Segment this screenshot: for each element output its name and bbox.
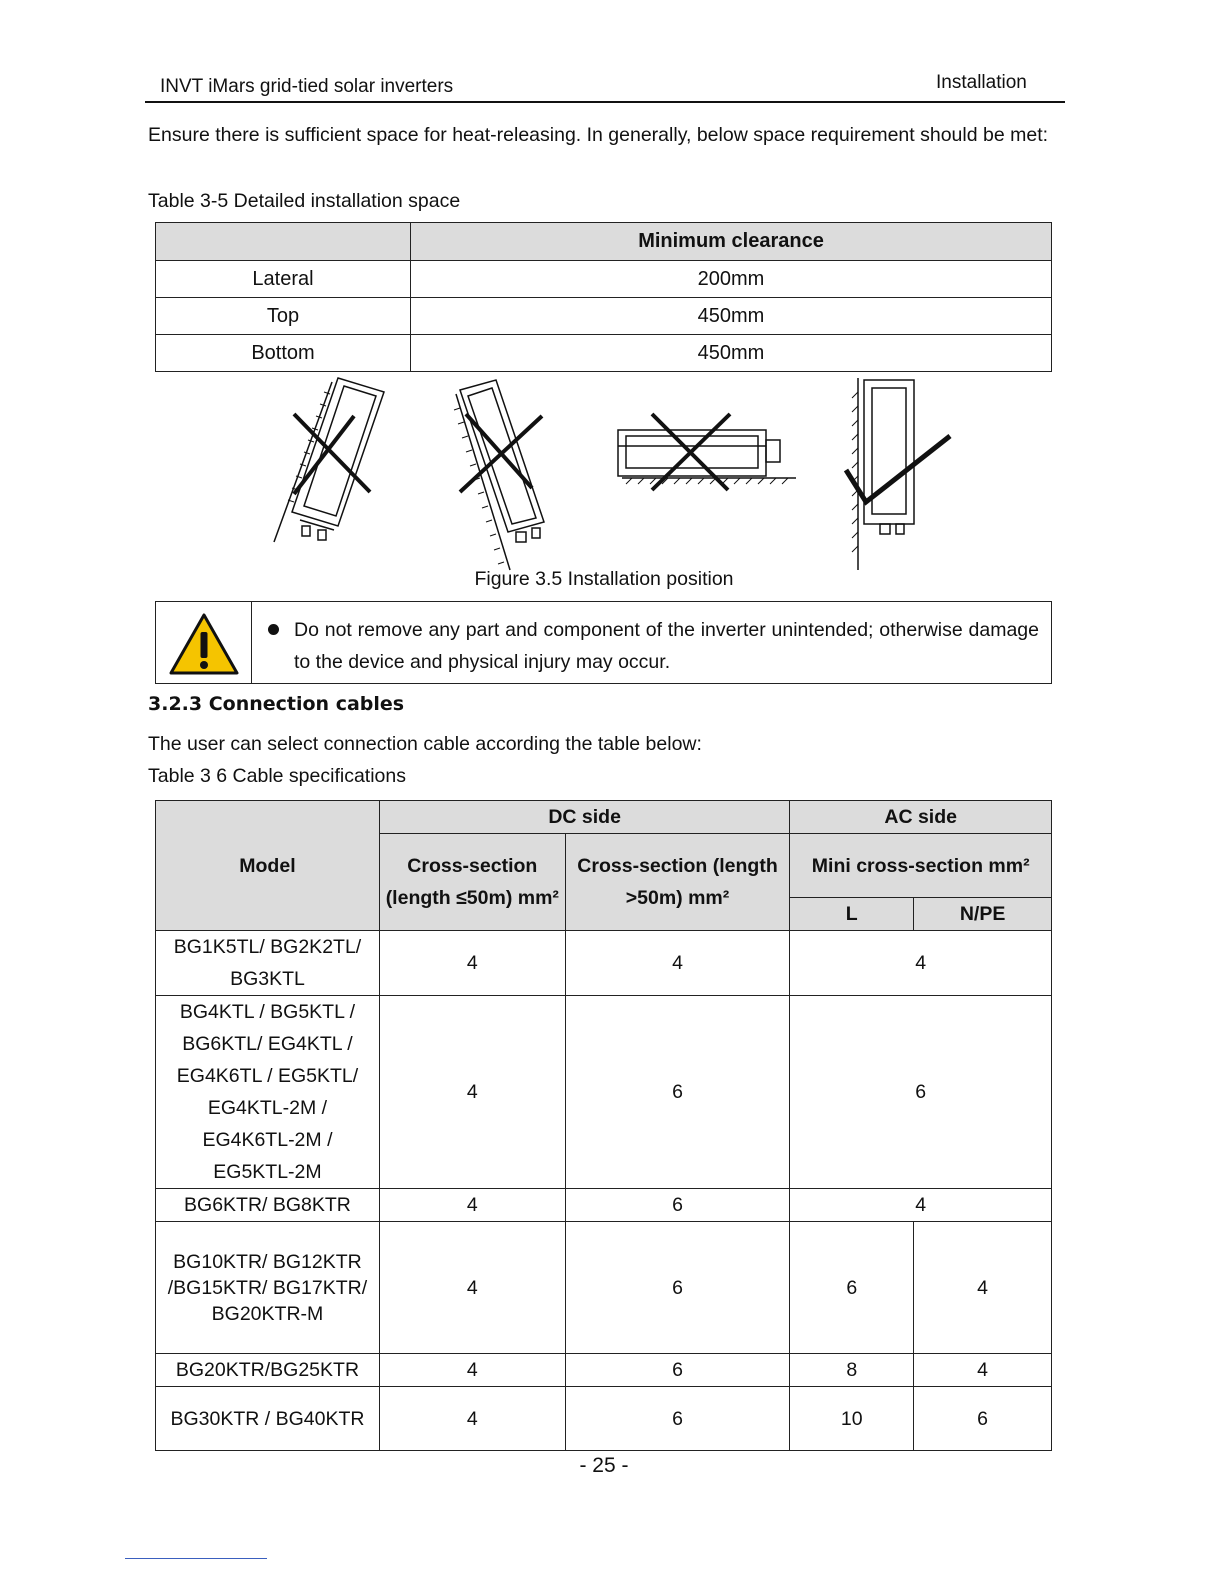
cs2-cell: 6 [565, 1189, 790, 1222]
cs2-cell: 6 [565, 996, 790, 1189]
figure-caption: Figure 3.5 Installation position [474, 568, 734, 590]
npe-header: N/PE [914, 898, 1052, 931]
model-cell: BG1K5TL/ BG2K2TL/ BG3KTL [156, 931, 380, 996]
warning-divider [251, 602, 252, 683]
table-row [156, 1387, 1052, 1451]
l-header: L [790, 898, 914, 931]
section-title: 3.2.3 Connection cables [148, 693, 405, 715]
npe-cell: 4 [914, 1222, 1052, 1354]
ac-cell: 4 [790, 931, 1052, 996]
model-header: Model [156, 801, 380, 931]
header-rule [145, 101, 1065, 103]
l-cell: 6 [790, 1222, 914, 1354]
npe-cell: 6 [914, 1387, 1052, 1451]
cs2-cell: 6 [565, 1222, 790, 1354]
table-row [156, 1189, 1052, 1222]
section-intro: The user can select connection cable according the table below: [148, 733, 702, 755]
cross-section-long-header: Cross-section (length >50m) mm² [565, 834, 790, 931]
row-label: Lateral [156, 261, 411, 298]
model-cell: BG4KTL / BG5KTL / BG6KTL/ EG4KTL / EG4K6TL / EG5KTL/ EG4KTL-2M / EG4K6TL-2M / EG5KTL-2M [156, 996, 380, 1189]
npe-cell: 4 [914, 1354, 1052, 1387]
cs1-cell: 4 [379, 1222, 565, 1354]
table-row [156, 1354, 1052, 1387]
table-row [156, 335, 1052, 372]
ac-cell: 4 [790, 1189, 1052, 1222]
row-value: 200mm [411, 261, 1052, 298]
model-cell: BG20KTR/BG25KTR [156, 1354, 380, 1387]
cs2-cell: 4 [565, 931, 790, 996]
l-cell: 10 [790, 1387, 914, 1451]
table2-caption: Table 3 6 Cable specifications [148, 765, 406, 787]
l-cell: 8 [790, 1354, 914, 1387]
table1-empty-header [156, 223, 411, 261]
header-right: Installation [936, 72, 1027, 93]
model-cell: BG10KTR/ BG12KTR /BG15KTR/ BG17KTR/ BG20KTR-M [156, 1222, 380, 1354]
ac-cell: 6 [790, 996, 1052, 1189]
cs1-cell: 4 [379, 931, 565, 996]
footer-rule [125, 1558, 267, 1559]
table1-col-header: Minimum clearance [411, 223, 1052, 261]
table-row [156, 996, 1052, 1189]
table-row [156, 931, 1052, 996]
model-cell: BG6KTR/ BG8KTR [156, 1189, 380, 1222]
warning-text: Do not remove any part and component of the inverter unintended; otherwise damage to the device and physical injury may occur. [294, 619, 1039, 673]
installation-position-figure [260, 374, 980, 574]
cs1-cell: 4 [379, 996, 565, 1189]
table-row [156, 261, 1052, 298]
table1-caption: Table 3-5 Detailed installation space [148, 190, 461, 212]
page-number: - 25 - [579, 1454, 629, 1477]
check-mark [846, 436, 950, 502]
model-cell: BG30KTR / BG40KTR [156, 1387, 380, 1451]
warning-icon [168, 612, 240, 676]
ac-side-header: AC side [790, 801, 1052, 834]
tilted-forward-diagram [274, 378, 384, 542]
cs2-cell: 6 [565, 1354, 790, 1387]
table-row [156, 298, 1052, 335]
row-label: Bottom [156, 335, 411, 372]
warning-box [155, 601, 1052, 684]
cs1-cell: 4 [379, 1387, 565, 1451]
cross-section-short-header: Cross-section (length ≤50m) mm² [379, 834, 565, 931]
table-row [156, 1222, 1052, 1354]
dc-side-header: DC side [379, 801, 789, 834]
mini-cross-section-header: Mini cross-section mm² [790, 834, 1052, 898]
tilted-backward-diagram [454, 380, 544, 570]
bullet-icon [268, 624, 279, 635]
intro-paragraph: Ensure there is sufficient space for heat-releasing. In generally, below space requirement should be met: [148, 124, 1049, 146]
row-value: 450mm [411, 335, 1052, 372]
cs1-cell: 4 [379, 1189, 565, 1222]
cable-spec-table [155, 800, 1052, 1451]
row-value: 450mm [411, 298, 1052, 335]
clearance-table [155, 222, 1052, 372]
header-left: INVT iMars grid-tied solar inverters [160, 76, 454, 97]
cs2-cell: 6 [565, 1387, 790, 1451]
cs1-cell: 4 [379, 1354, 565, 1387]
row-label: Top [156, 298, 411, 335]
